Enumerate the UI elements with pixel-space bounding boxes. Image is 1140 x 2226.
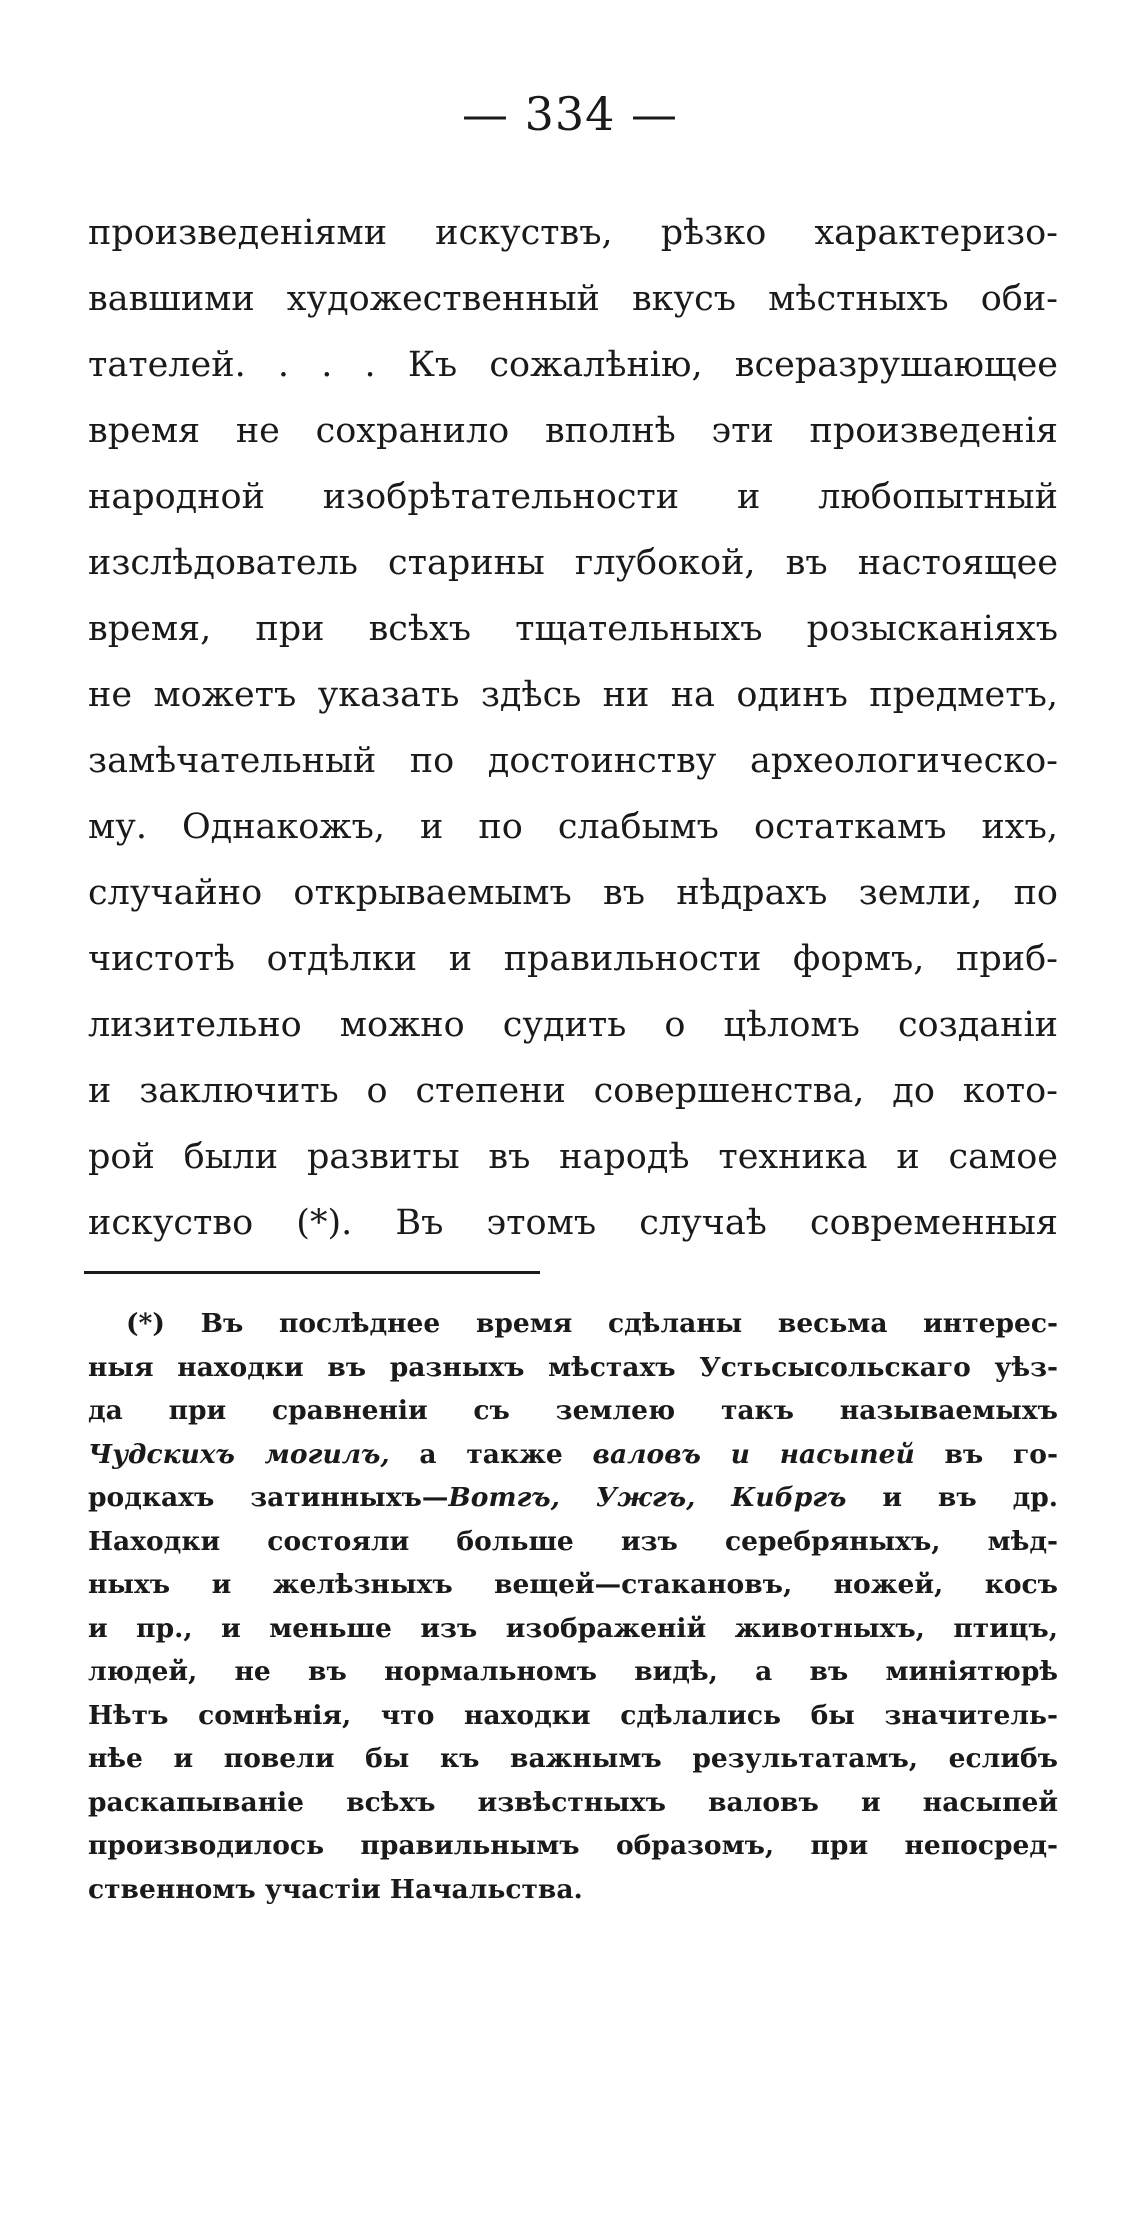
footnote [88,1302,1058,1911]
footnote-line: и пр., и меньше изъ изображеній животныхъ, птицъ, [88,1612,1058,1644]
text-line: время не сохранило вполнѣ эти произведенія [88,411,1058,451]
footnote-text: и въ др. [846,1482,1058,1513]
footnote-italic-term: валовъ и насыпей [592,1438,915,1470]
footnote-line: да при сравненіи съ землею такъ называемыхъ [88,1395,1058,1426]
text-line: рой были развиты въ народѣ техника и самое [88,1137,1058,1177]
footnote-text: а также [389,1438,593,1470]
text-line: произведеніями искуствъ, рѣзко характеризо- [88,213,1058,253]
footnote-line: ныхъ и желѣзныхъ вещей—стакановъ, ножей, косъ [88,1569,1058,1600]
footnote-line: ныя находки въ разныхъ мѣстахъ Устьсысольскаго уѣз- [88,1351,1058,1383]
text-line: изслѣдователь старины глубокой, въ настоящее [88,543,1058,583]
footnote-italic-term: Чудскихъ могилъ, [88,1438,390,1470]
footnote-line [88,1433,1058,1477]
text-line: и заключить о степени совершенства, до кото- [88,1071,1058,1111]
footnote-separator [84,1271,540,1274]
footnote-italic-term: Вотгъ, Ужгъ, Кибргъ [448,1482,847,1513]
text-line: чистотѣ отдѣлки и правильности формъ, приб- [88,939,1058,979]
text-line: народной изобрѣтательности и любопытный [88,477,1058,517]
footnote-line: людей, не въ нормальномъ видѣ, а въ миніятюрѣ [88,1656,1058,1687]
text-line: тателей. . . . Къ сожалѣнію, всеразрушающее [88,345,1058,385]
footnote-text: въ го- [914,1438,1058,1470]
text-line: вавшими художественный вкусъ мѣстныхъ оби- [88,279,1058,319]
footnote-line: раскапываніе всѣхъ извѣстныхъ валовъ и насыпей [88,1786,1058,1818]
text-line: му. Однакожъ, и по слабымъ остаткамъ ихъ, [88,807,1058,847]
footnote-text: родкахъ затинныхъ— [88,1482,449,1513]
page-number: — 334 — [461,87,679,141]
footnote-line: Находки состояли больше изъ серебряныхъ, мѣд- [88,1525,1058,1557]
footnote-line: нѣе и повели бы къ важнымъ результатамъ, еслибъ [88,1743,1058,1774]
footnote-line: ственномъ участіи Начальства. [88,1873,583,1905]
footnote-line: (*) Въ послѣднее время сдѣланы весьма интерес- [126,1308,1058,1339]
text-line: лизительно можно судить о цѣломъ созданіи [88,1005,1058,1045]
text-line: случайно открываемымъ въ нѣдрахъ земли, по [88,873,1058,913]
footnote-line: производилось правильнымъ образомъ, при непосред- [88,1830,1058,1861]
text-line: искуство (*). Въ этомъ случаѣ современныя [88,1203,1058,1243]
text-line: не можетъ указать здѣсь ни на одинъ предметъ, [88,675,1058,715]
body-text [88,200,1058,1256]
text-line: время, при всѣхъ тщательныхъ розысканіяхъ [88,609,1058,649]
footnote-line: Нѣтъ сомнѣнія, что находки сдѣлались бы значитель- [88,1699,1058,1731]
text-line: замѣчательный по достоинству археологическо- [88,741,1058,781]
footnote-line [88,1476,1058,1520]
